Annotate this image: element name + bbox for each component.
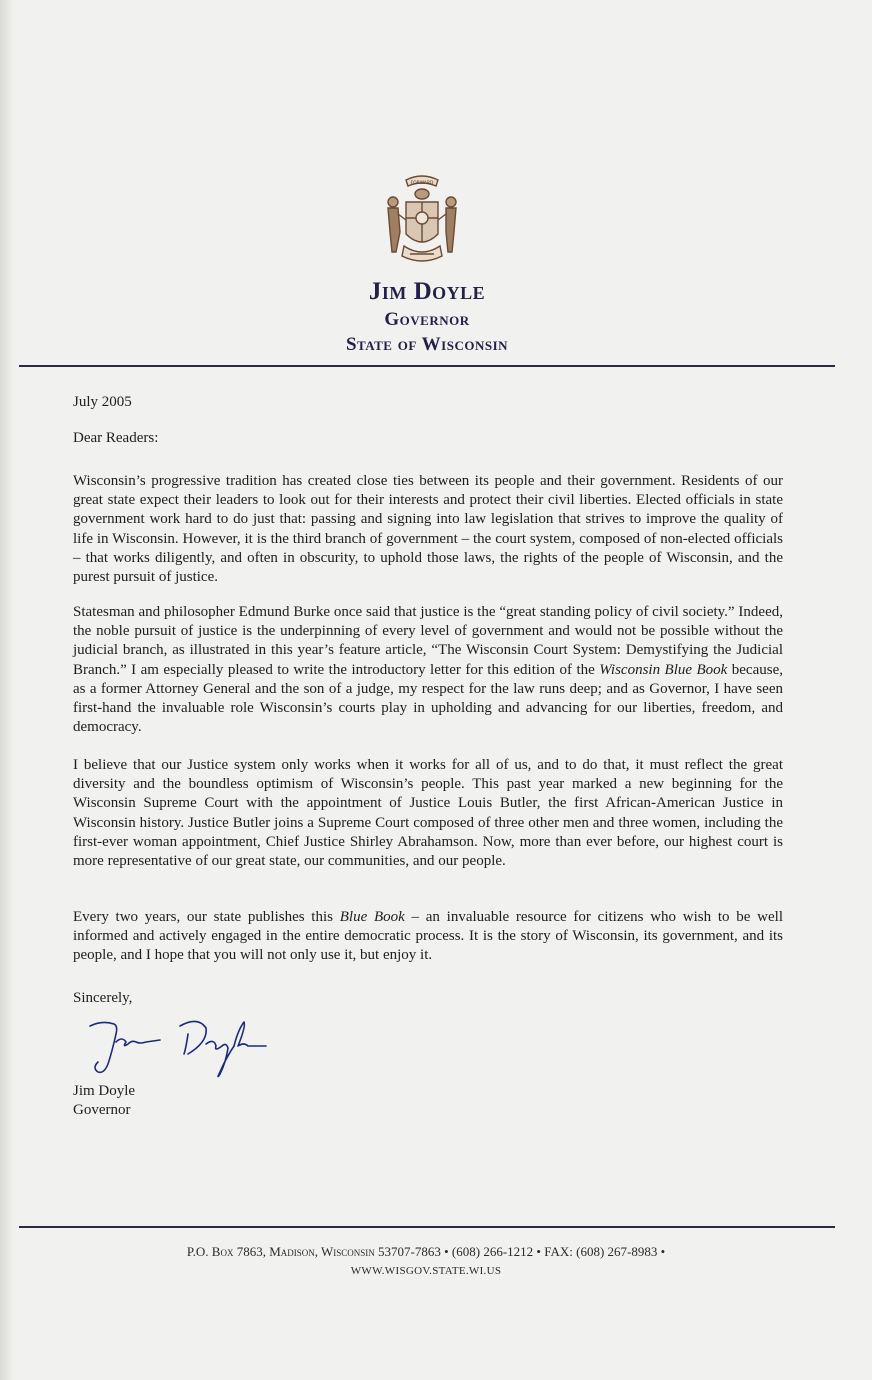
seal-motto: FORWARD — [410, 181, 434, 186]
footer-divider — [19, 1226, 835, 1228]
blue-book-title: Wisconsin Blue Book — [599, 661, 728, 678]
letterhead-divider — [19, 365, 835, 367]
paragraph-4-text-b: – an invaluable resource for citizens who wish to be well informed and actively engaged in the entire democratic process. It is the story of Wisconsin, its government, and its people, and I hope that you will not only use it, but enjoy it. — [73, 909, 784, 964]
paragraph-2-text-b: because, as a former Attorney General and the son of a judge, my respect for the law runs deep; and as Governor, I have seen first-hand the invaluable role Wisconsin’s courts play in upholding and advancing for our liberties, freedom, and democracy. — [73, 661, 783, 736]
paragraph-2-text-a: Statesman and philosopher Edmund Burke once said that justice is the “great standing policy of civil society.” Indeed, the noble pursuit of justice is the underpinning of every level of government and would not be possible without the judicial branch, as illustrated in this year’s feature article, “The Wisconsin Court System: Demystifying the Judicial Branch.” I am especially pleased to write the introductory letter for this edition of the — [73, 604, 783, 678]
wisconsin-state-seal — [376, 172, 468, 272]
letter-paragraph-1: Wisconsin’s progressive tradition has created close ties between its people and their government. Residents of our great state expect their leaders to look out for their interests and protect their civil liberties. Elected officials in state government work hard to do just that: passing and signing into law legislation that strives to improve the quality of life in Wisconsin. However, it is the third branch of government – the court system, composed of non-elected officials – that works diligently, and often in obscurity, to uphold those laws, the rights of the people of Wisconsin, and the purest pursuit of justice. — [73, 473, 783, 586]
handwritten-signature — [88, 1012, 278, 1082]
letter-closing: Sincerely, — [73, 990, 133, 1006]
governor-name-heading: Jim Doyle — [368, 278, 486, 305]
blue-book-italic: Blue Book — [339, 909, 405, 925]
letter-paragraph-2 — [73, 603, 783, 737]
footer-address: P.O. Box 7863, Madison, Wisconsin 53707-7863 • (608) 266-1212 • FAX: (608) 267-8983 • — [186, 1244, 666, 1259]
footer-website: WWW.WISGOV.STATE.WI.US — [350, 1265, 502, 1277]
signer-title: Governor — [73, 1102, 131, 1118]
page-edge-shadow — [0, 0, 14, 1380]
governor-title-heading: Governor — [384, 309, 470, 330]
paragraph-4-text-a: Every two years, our state publishes this — [73, 909, 340, 925]
letter-date: July 2005 — [73, 394, 132, 410]
signer-name: Jim Doyle — [73, 1083, 136, 1099]
letter-paragraph-4 — [73, 908, 783, 966]
letter-salutation: Dear Readers: — [73, 430, 159, 446]
letter-paragraph-3: I believe that our Justice system only works when it works for all of us, and to do that, it must reflect the great diversity and the boundless optimism of Wisconsin’s people. This past year marked a new beginning for the Wisconsin Supreme Court with the appointment of Justice Louis Butler, the first African-American Justice in Wisconsin history. Justice Butler joins a Supreme Court composed of three other men and three women, including the first-ever woman appointment, Chief Justice Shirley Abrahamson. Now, more than ever before, our highest court is more representative of our great state, our communities, and our people. — [73, 757, 783, 870]
state-heading: State of Wisconsin — [345, 334, 509, 355]
